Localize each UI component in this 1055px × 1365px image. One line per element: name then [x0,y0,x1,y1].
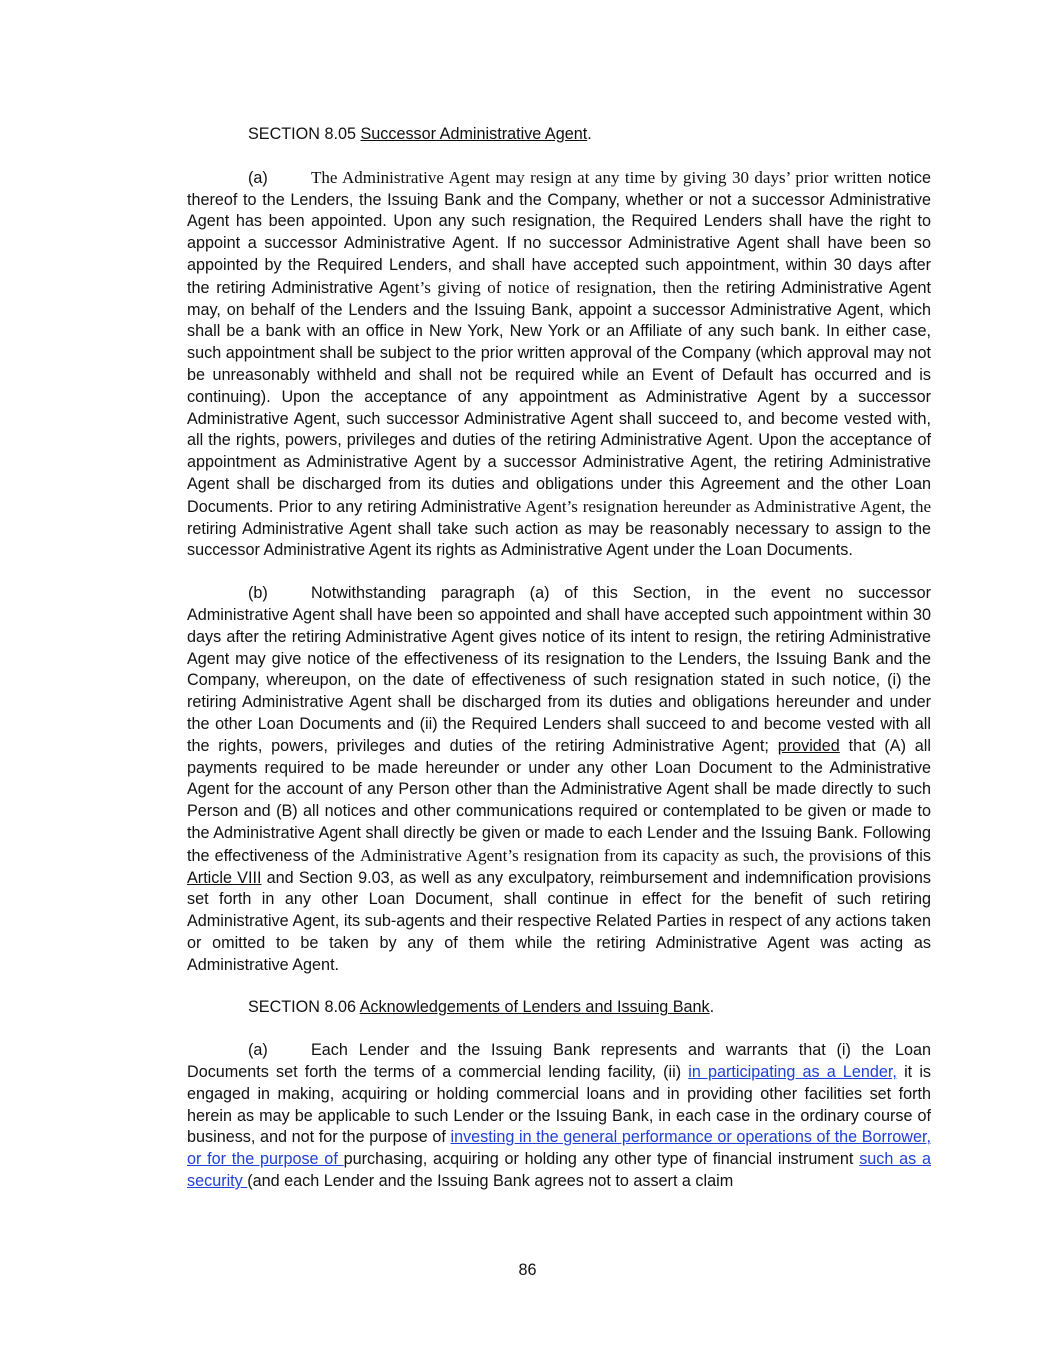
section-8-05-title: Successor Administrative Agent [360,125,588,143]
section-8-06-title: Acknowledgements of Lenders and Issuing Bank [359,998,710,1017]
paragraph-text: that (A) all payments required to be made hereunder or under any other Loan Document to the Administrative Agent for the account of any Person other than the Administrative Agent shall be made directly to such Person and (B) all notices and other communications required or contemplated to be given or made to the Administrative Agent shall directly be given or made to each Lender and the Issuing Bank. Following the effectiveness of the [187,736,931,865]
paragraph-label: (a) [248,168,268,187]
paragraph-text: it is engaged in making, acquiring or holding commercial loans and in providing other facilities set forth herein as may be applicable to such Lender or the Issuing Bank, in each case in the ordinary course of business, and not for the purpose of [187,1063,932,1147]
inserted-text-link[interactable]: investing in the general performance or operations of the Borrower, or for the purpose of [187,1128,931,1169]
paragraph-text: retiring Administrative Agent shall take such action as may be reasonably necessary to assign to the successor Administrative Agent its rights as Administrative Agent under the Loan Documents. [187,519,931,560]
spacer [187,976,931,997]
paragraph-label: (a) [248,1041,268,1060]
section-8-05-period: . [587,125,592,143]
paragraph-8-05-b [187,583,931,976]
paragraph-text: and Section 9.03, as well as any exculpatory, reimbursement and indemnification provisions set forth in any other Loan Document, shall continue in effect for the benefit of such retiring Administrative Agent, its sub-agents and their respective Related Parties in respect of any actions taken or omitted to be taken by any of them while the retiring Administrative Agent was acting as Administrative Agent. [187,868,931,974]
paragraph-text: Each Lender and the Issuing Bank represents and warrants that (i) the Loan Documents set forth the terms of a commercial lending facility, (ii) [187,1041,931,1082]
inserted-text-link[interactable]: in participating as a Lender, [688,1063,897,1082]
inserted-text-link[interactable]: such as a security [187,1150,931,1191]
paragraph-8-05-a [187,167,931,562]
paragraph-text: ons of this [856,846,931,865]
paragraph-text: Notwithstanding paragraph (a) of this Section, in the event no successor Administrative Agent shall have been so appointed and shall have accepted such appointment within 30 days after the retiring Administrative Agent gives notice of its intent to resign, the retiring Administrative Agent may give notice of the effectiveness of its resignation to the Lenders, the Issuing Bank and the Company, whereupon, on the date of effectiveness of such resignation stated in such notice, (i) the retiring Administrative Agent shall be discharged from its duties and obligations hereunder and under the other Loan Documents and (ii) the Required Lenders shall succeed to and become vested with all the rights, powers, privileges and duties of the retiring Administrative Agent; [187,584,931,755]
spacer [187,146,931,167]
paragraph-text: The Administrative Agent may resign at any time by giving 30 days’ prior written [311,167,883,187]
section-8-05-heading [187,124,931,146]
spacer [187,1019,931,1040]
provided-term: provided [777,736,840,755]
page-content [187,124,931,1193]
paragraph-text: e Agent’s resignation hereunder as Administrative Agent, the [513,496,931,516]
section-8-05-number: SECTION 8.05 [248,125,356,143]
paragraph-text: retiring Administrative Agent may, on behalf of the Lenders and the Issuing Bank, appoint a successor Administrative Agent, which shall be a bank with an office in New York, New York or an Affiliate of any such bank. In either case, such appointment shall be subject to the prior written approval of the Company (which approval may not be unreasonably withheld and shall not be required while an Event of Default has occurred and is continuing). Upon the acceptance of any appointment as Administrative Agent by a successor Administrative Agent, such successor Administrative Agent shall succeed to, and become vested with, all the rights, powers, privileges and duties of the retiring Administrative Agent. Upon the acceptance of appointment as Administrative Agent by a successor Administrative Agent, the retiring Administrative Agent shall be discharged from its duties and obligations under this Agreement and the other Loan Documents. Prior to any retiring Administrativ [187,278,931,516]
section-8-06-period: . [709,998,715,1017]
paragraph-8-06-a [187,1040,931,1193]
paragraph-text: ent’s giving of notice of resignation, then the [398,277,720,297]
paragraph-text: notice thereof to the Lenders, the Issuing Bank and the Company, whether or not a successor Administrative Agent has been appointed. Upon any such resignation, the Required Lenders shall have the right to appoint a successor Administrative Agent. If no successor Administrative Agent shall have been so appointed by the Required Lenders, and shall have accepted such appointment, within 30 days after the retiring Administrative Ag [187,168,932,297]
article-reference: Article VIII [187,868,262,887]
section-8-06-heading [187,997,931,1019]
paragraph-text: purchasing, acquiring or holding any other type of financial instrument [343,1150,860,1169]
paragraph-text: Administrative Agent’s resignation from its capacity as such, the provisi [359,845,857,865]
paragraph-label: (b) [248,584,268,603]
section-8-06-number: SECTION 8.06 [248,998,356,1017]
page-number: 86 [518,1261,537,1279]
paragraph-text: (and each Lender and the Issuing Bank agrees not to assert a claim [247,1172,734,1191]
spacer [187,562,931,583]
